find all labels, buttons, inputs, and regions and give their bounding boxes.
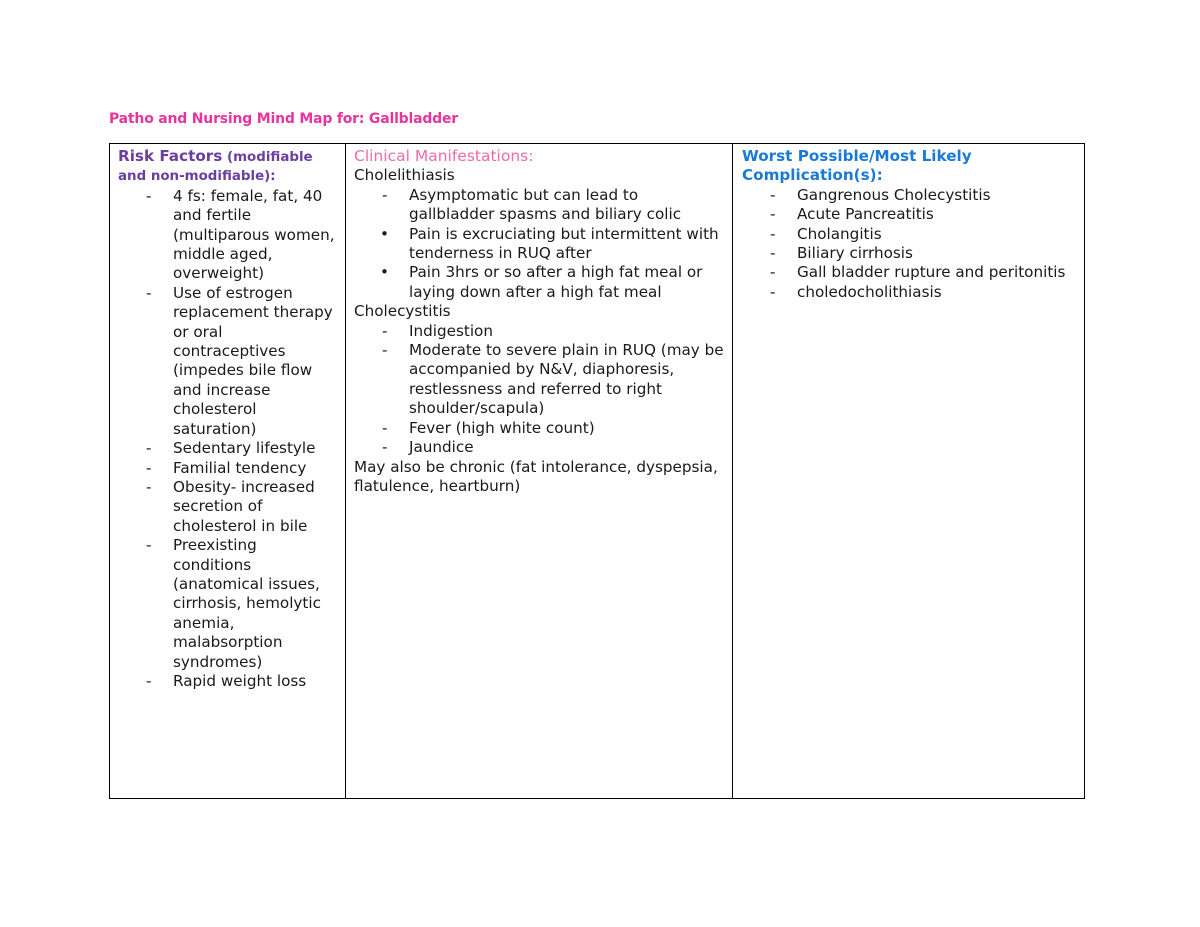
list-item: - Sedentary lifestyle [118, 439, 339, 458]
list-item: - Moderate to severe plain in RUQ (may be accompanied by N&V, diaphoresis, restlessness and referred to right shoulder/scapula) [354, 341, 726, 419]
page-title: Patho and Nursing Mind Map for: Gallbladder [109, 111, 458, 127]
list-item: • Pain 3hrs or so after a high fat meal or laying down after a high fat meal [354, 263, 726, 302]
list-item: - Gangrenous Cholecystitis [742, 186, 1078, 205]
list-item: - Use of estrogen replacement therapy or oral contraceptives (impedes bile flow and increase cholesterol saturation) [118, 284, 339, 439]
list-item: - Rapid weight loss [118, 672, 339, 691]
risk-factors-subheading-b: and non-modifiable): [118, 169, 276, 185]
cholelithiasis-bullets [354, 225, 726, 303]
list-item: - 4 fs: female, fat, 40 and fertile (multiparous women, middle aged, overweight) [118, 187, 339, 284]
risk-factors-subheading-a: (modifiable [222, 150, 313, 165]
list-item: - choledocholithiasis [742, 283, 1078, 302]
clinical-manifestations-column [346, 144, 733, 798]
list-item: - Jaundice [354, 438, 726, 457]
list-item: - Cholangitis [742, 225, 1078, 244]
list-item: - Acute Pancreatitis [742, 205, 1078, 224]
list-item: - Familial tendency [118, 459, 339, 478]
clinical-manifestations-heading: Clinical Manifestations: [354, 147, 534, 165]
risk-factors-heading [118, 147, 339, 187]
cholelithiasis-list [354, 186, 726, 302]
risk-factors-title: Risk Factors [118, 147, 223, 165]
cholelithiasis-label: Cholelithiasis [354, 166, 455, 185]
cholecystitis-list [354, 322, 726, 458]
complications-heading: Worst Possible/Most Likely Complication(s): [742, 147, 972, 185]
list-item: - Preexisting conditions (anatomical issues, cirrhosis, hemolytic anemia, malabsorption syndromes) [118, 536, 339, 672]
list-item: • Pain is excruciating but intermittent with tenderness in RUQ after [354, 225, 726, 264]
complications-column [733, 144, 1084, 798]
list-item: - Indigestion [354, 322, 726, 341]
list-item: - Gall bladder rupture and peritonitis [742, 263, 1078, 282]
risk-factors-list [118, 187, 339, 692]
mind-map-table [109, 143, 1085, 799]
cholecystitis-label: Cholecystitis [354, 302, 451, 321]
complications-list [742, 186, 1078, 302]
list-item [354, 186, 726, 302]
list-item: - Biliary cirrhosis [742, 244, 1078, 263]
list-item: - Fever (high white count) [354, 419, 726, 438]
risk-factors-column [110, 144, 346, 798]
list-item-text: Asymptomatic but can lead to gallbladder spasms and biliary colic [409, 185, 682, 224]
chronic-note: May also be chronic (fat intolerance, dyspepsia, flatulence, heartburn) [354, 457, 718, 495]
list-item: - Obesity- increased secretion of cholesterol in bile [118, 478, 339, 536]
